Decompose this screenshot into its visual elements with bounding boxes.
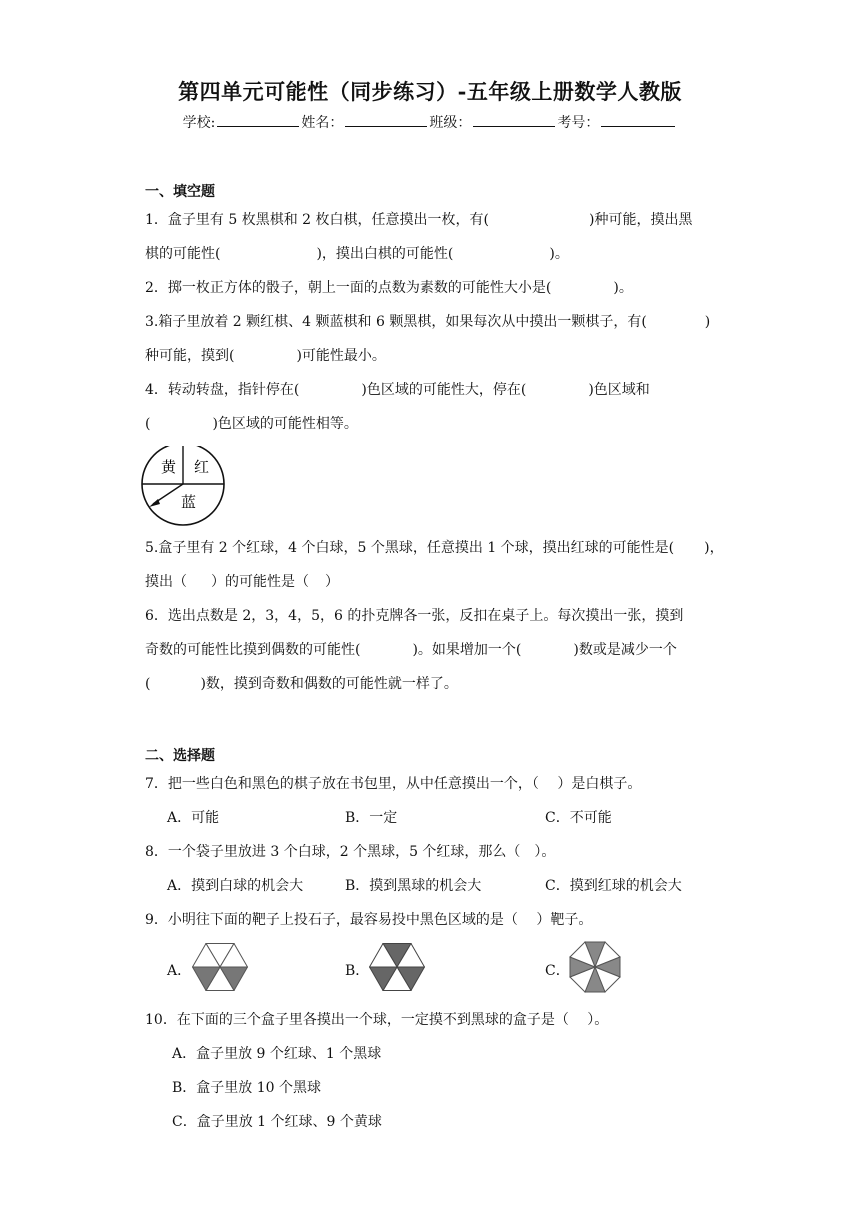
q6-text-d: )数或是减少一个 — [573, 642, 677, 658]
class-label: 班级： — [429, 115, 472, 131]
target-b-hexagon-icon — [369, 943, 425, 991]
q10-option-b[interactable]: B．盒子里放 10 个黑球 — [172, 1080, 322, 1096]
question-5-line-1 — [145, 537, 724, 557]
question-4-line-2 — [145, 413, 358, 433]
q8-option-b[interactable]: B．摸到黑球的机会大 — [345, 878, 482, 894]
q5-text-e: ） — [325, 574, 339, 590]
section-fill-heading: 一、填空题 — [145, 184, 215, 200]
q1-text-d: )，摸出白棋的可能性( — [316, 246, 454, 262]
q4-text-a: 4．转动转盘，指针停在( — [145, 382, 300, 398]
q4-text-d: ( — [145, 416, 151, 432]
spinner-label-blue: 蓝 — [181, 493, 197, 511]
spinner-diagram — [140, 446, 236, 528]
school-label: 学校: — [182, 115, 216, 131]
q3-text-c: 种可能，摸到( — [145, 348, 235, 364]
q5-text-c: 摸出（ — [145, 574, 187, 590]
q4-text-c: )色区域和 — [588, 382, 650, 398]
exam-no-label: 考号： — [557, 115, 600, 131]
q6-text-f: )数，摸到奇数和偶数的可能性就一样了。 — [200, 676, 458, 692]
q10-option-a[interactable]: A．盒子里放 9 个红球、1 个黑球 — [172, 1046, 382, 1062]
q5-text-b: )， — [704, 540, 724, 556]
q9-option-a[interactable]: A． — [167, 963, 192, 979]
school-blank[interactable] — [217, 112, 299, 127]
question-3-line-1 — [145, 311, 710, 331]
q6-text-e: ( — [145, 676, 151, 692]
q4-text-e: )色区域的可能性相等。 — [212, 416, 358, 432]
q10-option-c[interactable]: C．盒子里放 1 个红球、9 个黄球 — [172, 1114, 382, 1130]
q5-text-d: ）的可能性是（ — [211, 574, 309, 590]
q9-option-b[interactable]: B． — [345, 963, 370, 979]
q3-text-b: ) — [704, 314, 711, 330]
page-title: 第四单元可能性（同步练习）-五年级上册数学人教版 — [178, 79, 682, 104]
section-choice-heading: 二、选择题 — [145, 748, 215, 764]
q1-text-c: 棋的可能性( — [145, 246, 221, 262]
q6-text-b: 奇数的可能性比摸到偶数的可能性( — [145, 642, 361, 658]
q9-option-c[interactable]: C． — [545, 963, 570, 979]
question-5-line-2 — [145, 571, 339, 591]
q7-option-c[interactable]: C．不可能 — [545, 810, 612, 826]
q7-option-b[interactable]: B．一定 — [345, 810, 398, 826]
q4-text-b: )色区域的可能性大，停在( — [361, 382, 527, 398]
name-label: 姓名： — [301, 115, 344, 131]
question-10-stem: 10．在下面的三个盒子里各摸出一个球，一定摸不到黑球的盒子是（ ）。 — [145, 1012, 609, 1028]
q1-text-b: )种可能，摸出黑 — [588, 212, 693, 228]
question-3-line-2 — [145, 345, 386, 365]
q7-option-a[interactable]: A．可能 — [167, 810, 220, 826]
name-blank[interactable] — [345, 112, 427, 127]
q5-text-a: 5.盒子里有 2 个红球，4 个白球，5 个黑球，任意摸出 1 个球，摸出红球的可能性是( — [145, 540, 675, 556]
spinner-label-red: 红 — [194, 458, 210, 476]
class-blank[interactable] — [473, 112, 555, 127]
spinner-label-yellow: 黄 — [161, 458, 177, 476]
exam-no-blank[interactable] — [601, 112, 675, 127]
question-6-line-1: 6．选出点数是 2，3，4，5，6 的扑克牌各一张，反扣在桌子上。每次摸出一张，摸到 — [145, 608, 684, 624]
q8-option-a[interactable]: A．摸到白球的机会大 — [167, 878, 304, 894]
question-4-line-1 — [145, 379, 650, 399]
q3-text-d: )可能性最小。 — [296, 348, 386, 364]
q6-text-c: )。如果增加一个( — [412, 642, 522, 658]
q1-text-a: 1．盒子里有 5 枚黑棋和 2 枚白棋，任意摸出一枚，有( — [145, 212, 489, 228]
q1-text-e: )。 — [549, 246, 569, 262]
question-6-line-2 — [145, 639, 677, 659]
question-1-line-2 — [145, 243, 569, 263]
target-a-hexagon-icon — [192, 943, 248, 991]
q8-option-c[interactable]: C．摸到红球的机会大 — [545, 878, 682, 894]
question-8-stem: 8．一个袋子里放进 3 个白球，2 个黑球，5 个红球，那么（ ）。 — [145, 844, 556, 860]
question-2 — [145, 277, 633, 297]
target-c-octagon-icon — [569, 941, 621, 993]
student-info-line — [0, 112, 860, 132]
question-9-stem: 9．小明往下面的靶子上投石子，最容易投中黑色区域的是（ ）靶子。 — [145, 912, 593, 928]
q2-text-a: 2．掷一枚正方体的骰子，朝上一面的点数为素数的可能性大小是( — [145, 280, 552, 296]
question-7-stem: 7．把一些白色和黑色的棋子放在书包里，从中任意摸出一个，（ ）是白棋子。 — [145, 776, 642, 792]
question-1-line-1 — [145, 209, 692, 229]
q2-text-b: )。 — [613, 280, 633, 296]
question-6-line-3 — [145, 673, 458, 693]
q3-text-a: 3.箱子里放着 2 颗红棋、4 颗蓝棋和 6 颗黑棋，如果每次从中摸出一颗棋子，有( — [145, 314, 647, 330]
